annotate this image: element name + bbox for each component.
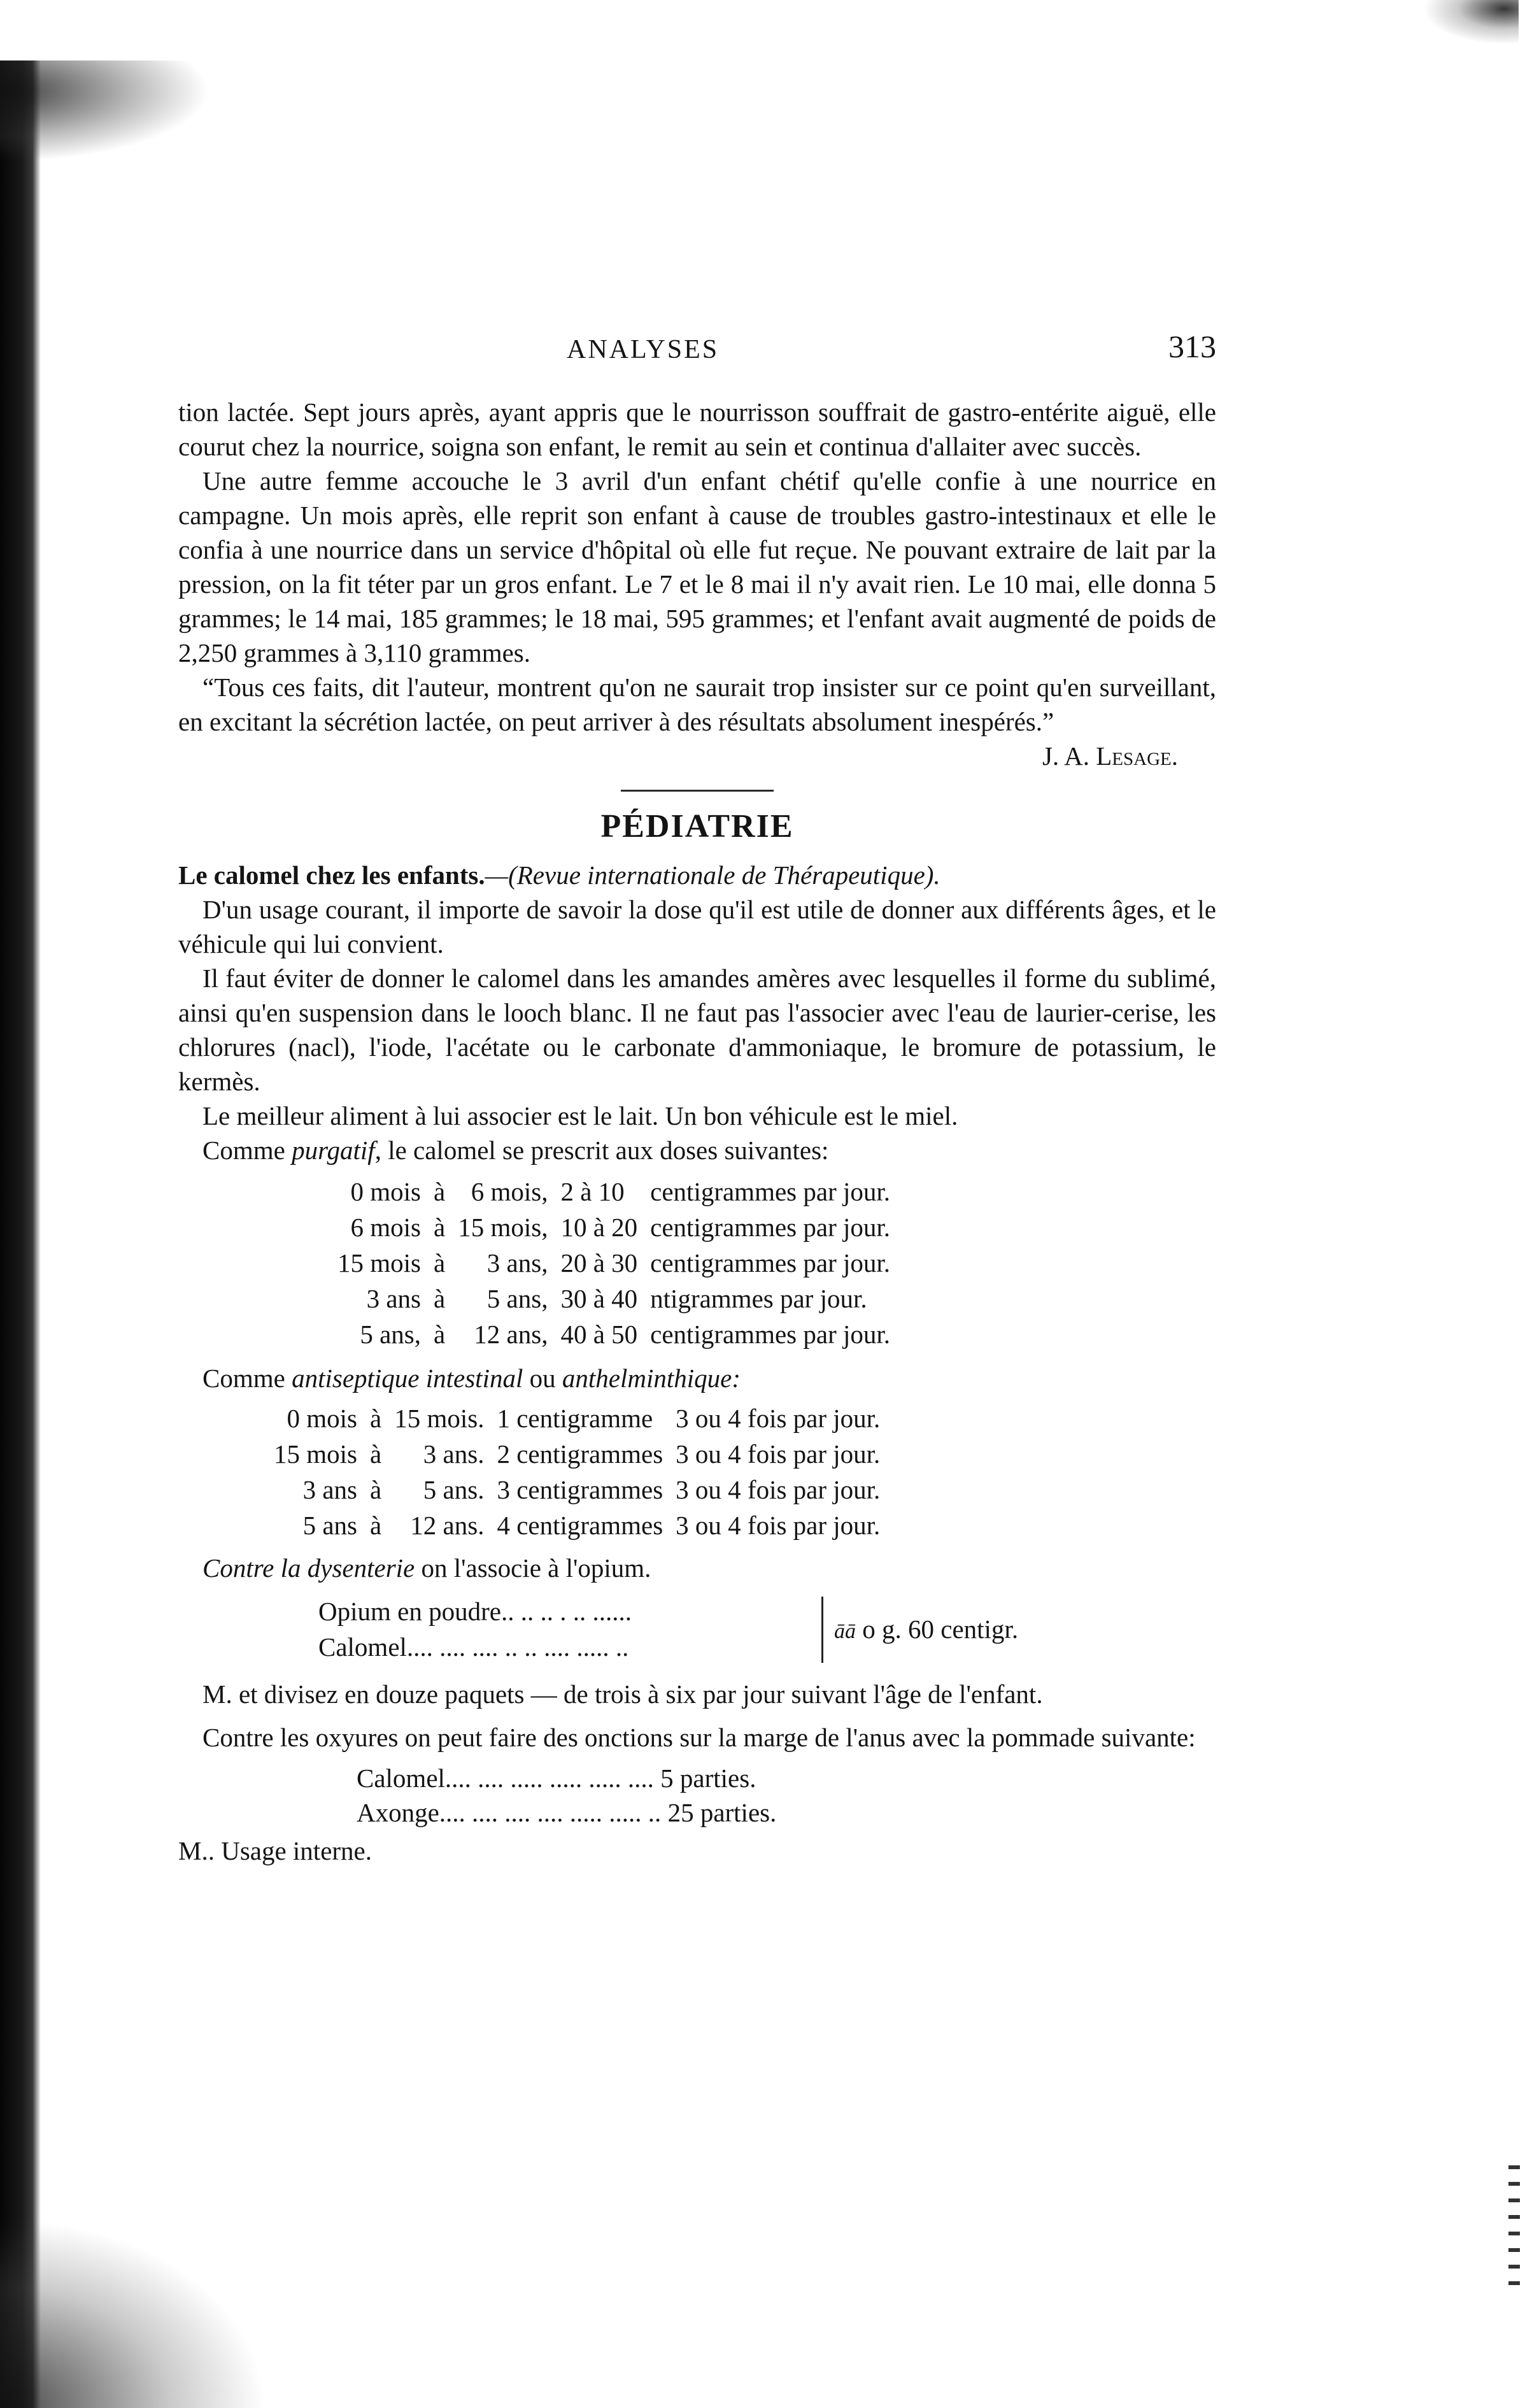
antiseptique-mid: ou [523, 1364, 562, 1393]
paragraph-case: Une autre femme accouche le 3 avril d'un enfant chétif qu'elle confie à une nourrice en campagne. Un mois après, elle reprit son enfant à cause de troubles gastro-intestinaux et elle le confia à une nourrice dans un service d'hôpital où elle fut reçue. Ne pouvant extraire de lait par la pression, on la fit téter par un gros enfant. Le 7 et le 8 mai il n'y avait rien. Le 10 mai, elle donna 5 grammes; le 14 mai, 185 grammes; le 18 mai, 595 grammes; et l'enfant avait augmenté de poids de 2,250 grammes à 3,110 grammes. [178, 466, 1216, 667]
dose-cell-from: 5 ans, [360, 1320, 421, 1349]
anthelminthique-term: anthelminthique: [562, 1364, 741, 1393]
scan-speck-corner [1423, 0, 1519, 45]
page-content [178, 395, 1216, 1868]
dose-cell-dose: 10 à 20 [560, 1213, 638, 1242]
dose-cell-a: à [370, 1439, 382, 1469]
antiseptique-dose-row [267, 1436, 886, 1472]
opium-formula [318, 1594, 1216, 1671]
antiseptique-dose-row [267, 1400, 886, 1436]
purgatif-dose-row [331, 1281, 897, 1316]
dose-cell-freq: 3 ou 4 fois par jour. [676, 1475, 881, 1504]
paragraph-continuation: tion lactée. Sept jours après, ayant appris que le nourrisson souffrait de gastro-entérite aiguë, elle courut chez la nourrice, soigna son enfant, le remit au sein et continua d'allaiter avec succès. [178, 397, 1216, 461]
section-divider [621, 790, 774, 792]
page-number: 313 [1168, 329, 1216, 364]
section-title: PÉDIATRIE [600, 808, 794, 844]
pommade-ingredient [357, 1795, 1216, 1830]
dose-cell-a: à [370, 1511, 382, 1540]
article-title: Le calomel chez les enfants. [178, 860, 485, 890]
dose-cell-from: 15 mois [274, 1439, 357, 1469]
dose-cell-dose: 40 à 50 [560, 1320, 638, 1349]
antiseptique-term: antiseptique intestinal [292, 1364, 523, 1393]
formula-dose-value: o g. 60 centigr. [862, 1614, 1019, 1644]
dose-cell-from: 0 mois [287, 1404, 357, 1433]
dose-cell-to: 5 ans. [423, 1475, 485, 1504]
paragraph-closing: M.. Usage interne. [178, 1836, 372, 1865]
dose-cell-to: 3 ans, [486, 1248, 548, 1278]
dose-cell-a: à [370, 1475, 382, 1504]
dose-cell-dose: 3 centigrammes [497, 1475, 663, 1504]
paragraph-quote: “Tous ces faits, dit l'auteur, montrent qu'on ne saurait trop insister sur ce point qu'en surveillant, en excitant la sécrétion lactée, on peut arriver à des résultats absolument inespérés.” [178, 673, 1216, 736]
dose-cell-unit: centigrammes par jour. [650, 1320, 891, 1349]
dose-cell-to: 3 ans. [423, 1439, 485, 1469]
pommade-ingredient [357, 1761, 1216, 1795]
dysenterie-post: on l'associe à l'opium. [415, 1553, 651, 1583]
scan-shadow-top [0, 61, 210, 162]
purgatif-dose-row [331, 1245, 897, 1281]
dose-cell-from: 0 mois [350, 1177, 421, 1206]
dose-cell-freq: 3 ou 4 fois par jour. [676, 1404, 881, 1433]
article-heading [178, 858, 1216, 892]
formula-brace [815, 1597, 823, 1663]
dose-cell-unit: centigrammes par jour. [650, 1177, 891, 1206]
formula-aa: āā [834, 1620, 856, 1643]
dose-cell-to: 15 mois. [394, 1404, 485, 1433]
paragraph-dysenterie [178, 1551, 1216, 1585]
dose-cell-a: à [434, 1320, 446, 1349]
article-source: —(Revue internationale de Thérapeutique). [485, 860, 940, 890]
dose-cell-dose: 1 centigramme [497, 1404, 653, 1433]
purgatif-term: purgatif [292, 1136, 375, 1165]
formula-line-calomel: Calomel.... .... .... .. .. .... ..... .. [318, 1632, 629, 1662]
dose-cell-freq: 3 ou 4 fois par jour. [676, 1439, 881, 1469]
purgatif-dose-table [331, 1174, 897, 1352]
antiseptique-dose-row [267, 1472, 886, 1507]
dose-cell-from: 6 mois [350, 1213, 421, 1242]
dose-cell-dose: 2 à 10 [560, 1177, 625, 1206]
dose-cell-freq: 3 ou 4 fois par jour. [676, 1511, 881, 1540]
dose-cell-to: 15 mois, [458, 1213, 548, 1242]
scan-shadow-bottom [0, 2217, 267, 2408]
ingredient-quantity: 25 parties. [667, 1798, 777, 1827]
purgatif-post: , le calomel se prescrit aux doses suivantes: [374, 1136, 829, 1165]
dose-cell-a: à [434, 1248, 446, 1278]
paragraph-avoid: Il faut éviter de donner le calomel dans les amandes amères avec lesquelles il forme du sublimé, ainsi qu'en suspension dans le looch blanc. Il ne faut pas l'associer avec l'eau de laurier-cerise, les chlorures (nacl), l'iode, l'acétate ou le carbonate d'ammoniaque, le bromure de potassium, le kermès. [178, 964, 1216, 1096]
pommade-list [357, 1761, 1216, 1830]
ingredient-quantity: 5 parties. [660, 1763, 756, 1793]
paragraph-usage: D'un usage courant, il importe de savoir la dose qu'il est utile de donner aux différents âges, et le véhicule qui lui convient. [178, 895, 1216, 958]
dose-cell-dose: 20 à 30 [560, 1248, 638, 1278]
antiseptique-dose-table [267, 1400, 886, 1543]
dose-cell-a: à [370, 1404, 382, 1433]
dose-cell-unit: centigrammes par jour. [650, 1248, 891, 1278]
purgatif-dose-row [331, 1174, 897, 1209]
dose-cell-to: 5 ans, [486, 1284, 548, 1313]
binding-edge [0, 61, 41, 2408]
dose-cell-dose: 30 à 40 [560, 1284, 638, 1313]
dose-cell-to: 6 mois, [471, 1177, 548, 1206]
page-header [178, 328, 1216, 379]
dysenterie-term: Contre la dysenterie [202, 1553, 415, 1583]
dose-cell-dose: 2 centigrammes [497, 1439, 663, 1469]
dose-cell-from: 3 ans [366, 1284, 421, 1313]
paragraph-oxyures: Contre les oxyures on peut faire des onctions sur la marge de l'anus avec la pommade suivante: [202, 1723, 1196, 1752]
formula-line-opium: Opium en poudre.. .. .. . .. ...... [318, 1597, 632, 1626]
paragraph-antiseptique [178, 1361, 1216, 1395]
paragraph-purgatif [178, 1133, 1216, 1167]
running-head: ANALYSES [567, 335, 720, 364]
purgatif-dose-row [331, 1209, 897, 1245]
antiseptique-pre: Comme [202, 1364, 292, 1393]
dose-cell-to: 12 ans. [410, 1511, 485, 1540]
purgatif-pre: Comme [202, 1136, 292, 1165]
dose-cell-to: 12 ans, [474, 1320, 548, 1349]
dose-cell-from: 15 mois [337, 1248, 421, 1278]
dose-cell-unit: centigrammes par jour. [650, 1213, 891, 1242]
paragraph-vehicle: Le meilleur aliment à lui associer est le lait. Un bon véhicule est le miel. [202, 1101, 958, 1130]
dose-cell-unit: ntigrammes par jour. [650, 1284, 867, 1313]
ingredient-name: Calomel.... .... ..... ..... ..... .... [357, 1763, 661, 1793]
formula-dose [834, 1612, 1018, 1649]
dose-cell-from: 5 ans [302, 1511, 357, 1540]
antiseptique-dose-row [267, 1507, 886, 1543]
dose-cell-dose: 4 centigrammes [497, 1511, 663, 1540]
paragraph-instructions: M. et divisez en douze paquets — de trois à six par jour suivant l'âge de l'enfant. [202, 1679, 1043, 1709]
dose-cell-a: à [434, 1284, 446, 1313]
dose-cell-from: 3 ans [302, 1475, 357, 1504]
author-signature: J. A. Lesage. [1042, 741, 1178, 771]
ingredient-name: Axonge.... .... .... .... ..... ..... .. [357, 1798, 668, 1827]
purgatif-dose-row [331, 1316, 897, 1352]
scan-speck-right [1508, 2165, 1520, 2293]
dose-cell-a: à [434, 1177, 446, 1206]
dose-cell-a: à [434, 1213, 446, 1242]
